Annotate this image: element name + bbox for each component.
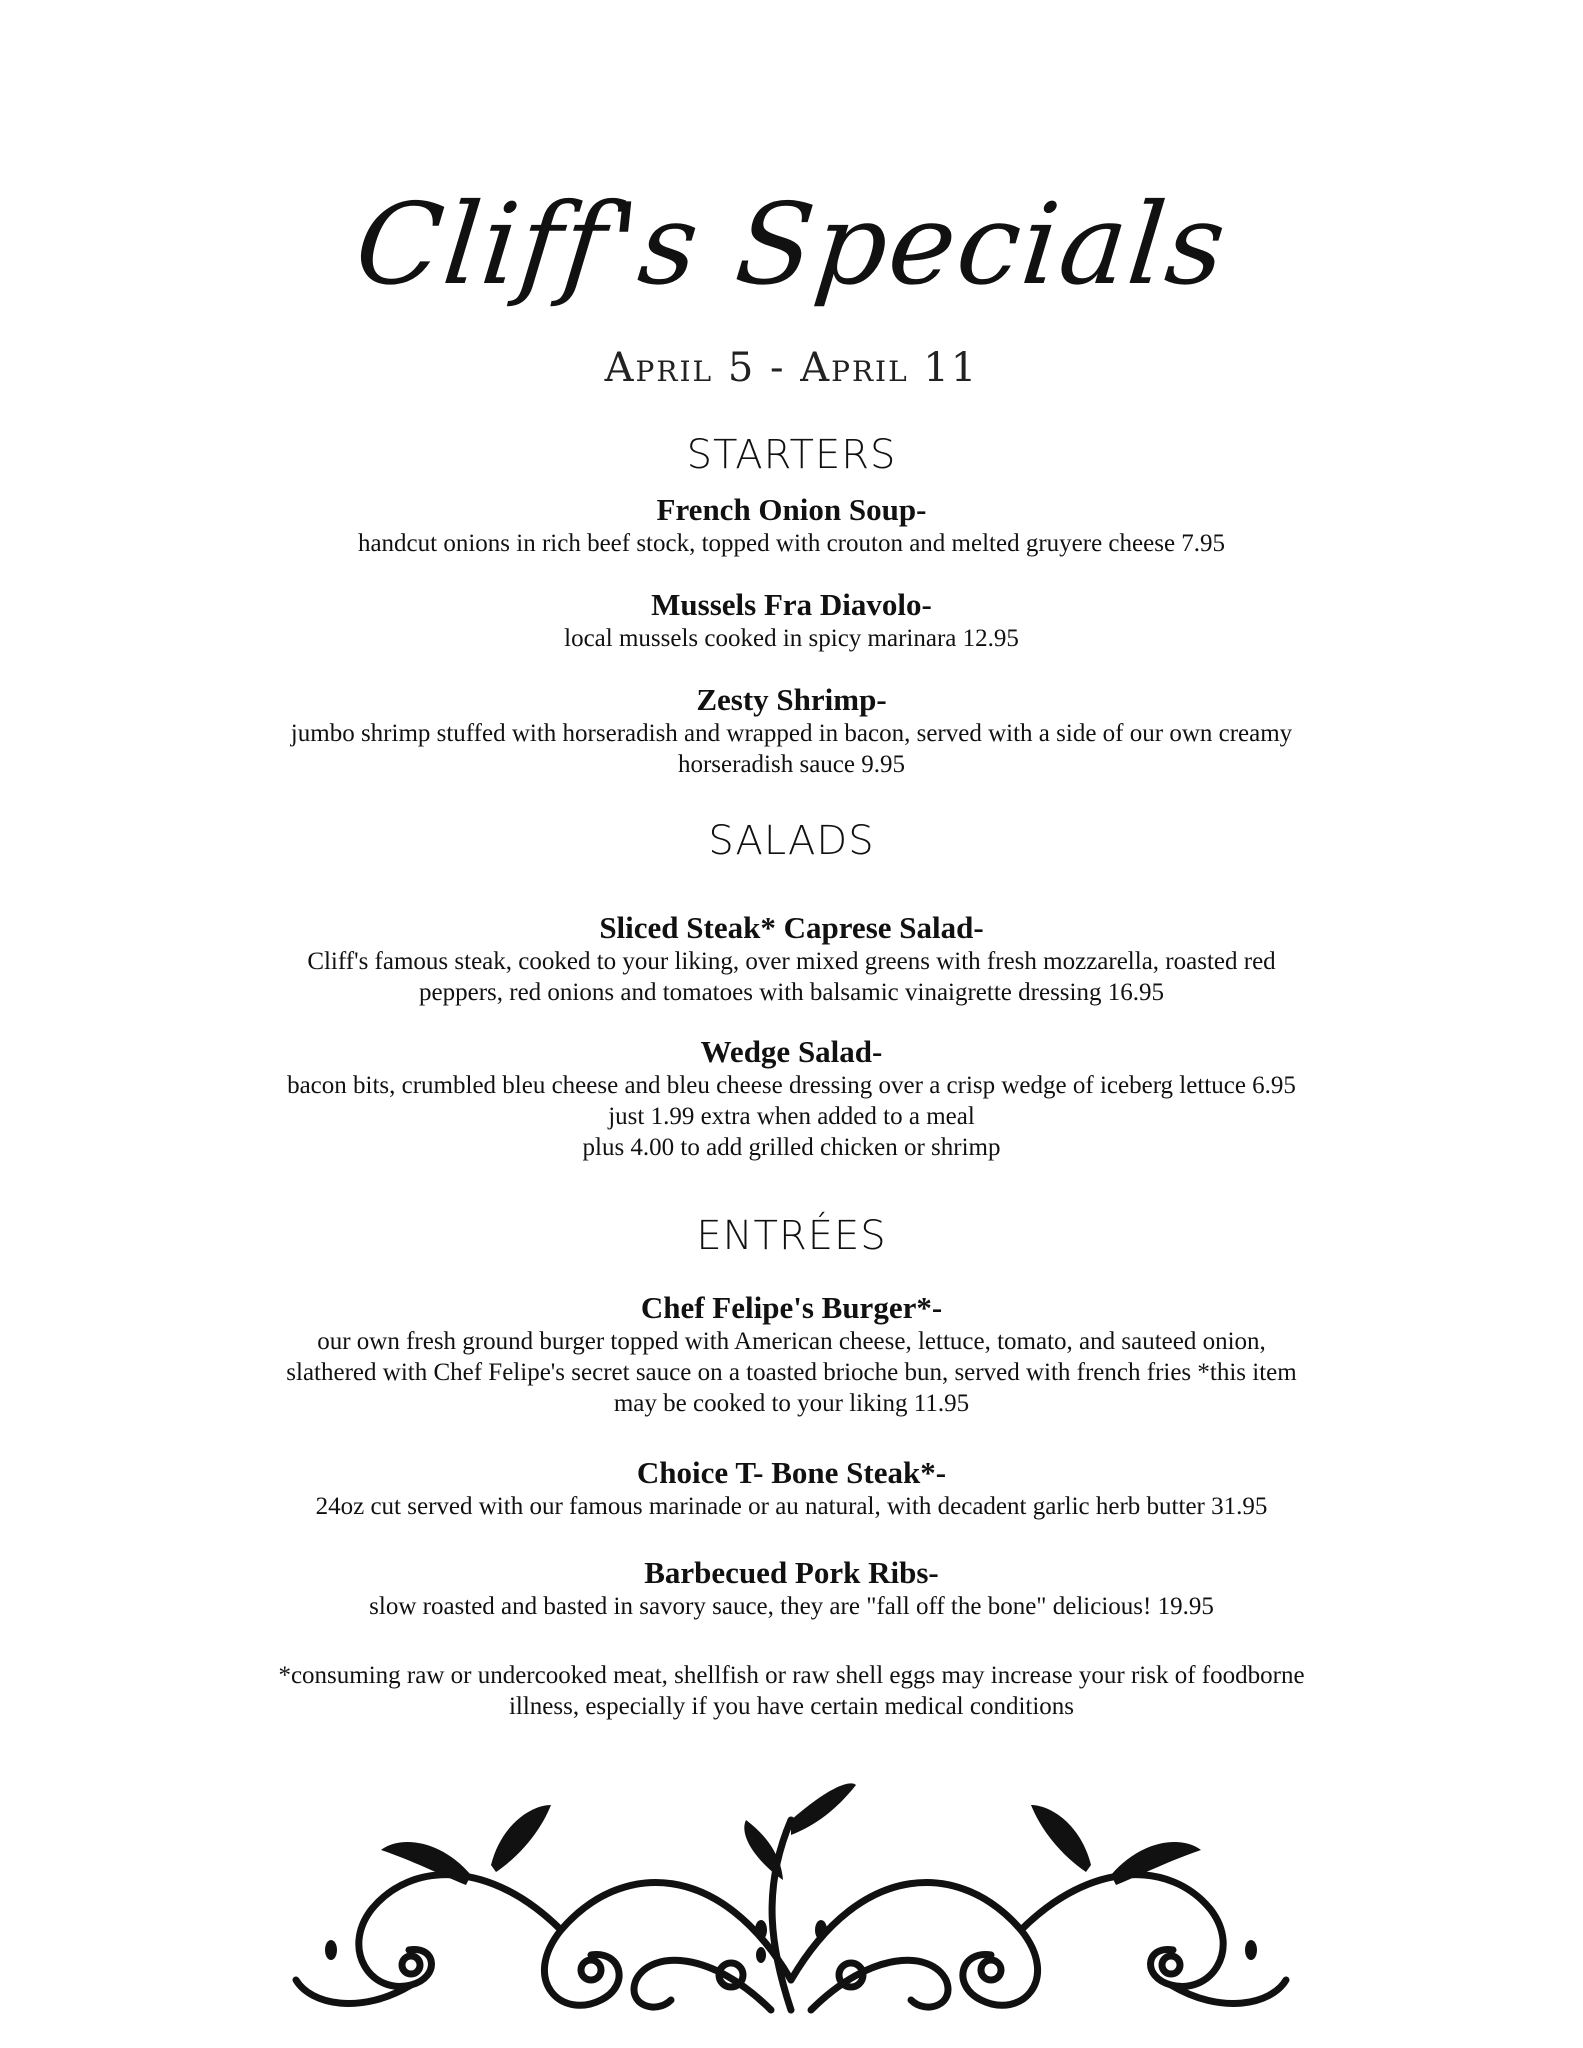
description-line: handcut onions in rich beef stock, topped with crouton and melted gruyere cheese 7.95 (357, 530, 1226, 557)
item-name: Wedge Salad- (700, 1034, 883, 1069)
menu-item (0, 682, 1583, 780)
description-line: jumbo shrimp stuffed with horseradish and wrapped in bacon, served with a side of our own creamy (290, 720, 1293, 747)
menu-item (0, 910, 1583, 1008)
menu-item (0, 1290, 1583, 1419)
item-description (0, 1326, 1583, 1419)
item-name: Choice T- Bone Steak*- (636, 1455, 947, 1490)
description-line: plus 4.00 to add grilled chicken or shrimp (582, 1134, 1001, 1161)
description-line: local mussels cooked in spicy marinara 12.95 (564, 625, 1019, 652)
item-description (0, 946, 1583, 1008)
description-line: may be cooked to your liking 11.95 (613, 1390, 970, 1417)
item-description (0, 623, 1583, 654)
menu-item (0, 1555, 1583, 1622)
item-description (0, 1591, 1583, 1622)
menu-item (0, 1034, 1583, 1163)
item-name: Mussels Fra Diavolo- (651, 587, 932, 622)
description-line: horseradish sauce 9.95 (677, 751, 905, 778)
menu-item (0, 1455, 1583, 1522)
entrees-heading: ENTRÉES (696, 1213, 887, 1259)
menu-item (0, 492, 1583, 559)
description-line: peppers, red onions and tomatoes with balsamic vinaigrette dressing 16.95 (419, 979, 1164, 1006)
starters-heading: STARTERS (686, 432, 897, 478)
item-name: Chef Felipe's Burger*- (640, 1290, 943, 1325)
description-line: 24oz cut served with our famous marinade or au natural, with decadent garlic herb butter 31.95 (315, 1493, 1268, 1520)
description-line: our own fresh ground burger topped with American cheese, lettuce, tomato, and sauteed onion, (317, 1328, 1266, 1355)
item-description (0, 1491, 1583, 1522)
disclaimer-line: *consuming raw or undercooked meat, shellfish or raw shell eggs may increase your risk of foodborne (278, 1662, 1305, 1689)
menu-item (0, 587, 1583, 654)
description-line: bacon bits, crumbled bleu cheese and bleu cheese dressing over a crisp wedge of iceberg lettuce 6.95 (287, 1072, 1296, 1099)
health-disclaimer (0, 1660, 1583, 1722)
item-name: Barbecued Pork Ribs- (644, 1555, 939, 1590)
item-description (0, 718, 1583, 780)
description-line: slathered with Chef Felipe's secret sauce on a toasted brioche bun, served with french fries *this item (286, 1359, 1297, 1386)
item-name: Zesty Shrimp- (696, 682, 887, 717)
item-description (0, 1070, 1583, 1163)
description-line: slow roasted and basted in savory sauce, they are "fall off the bone" delicious! 19.95 (369, 1593, 1214, 1620)
item-name: French Onion Soup- (656, 492, 927, 527)
item-name: Sliced Steak* Caprese Salad- (599, 910, 984, 945)
description-line: just 1.99 extra when added to a meal (608, 1103, 975, 1130)
menu-title: Cliff's Specials (349, 180, 1234, 310)
description-line: Cliff's famous steak, cooked to your liking, over mixed greens with fresh mozzarella, roasted red (307, 948, 1276, 975)
date-range: April 5 - April 11 (604, 345, 979, 391)
item-description (0, 528, 1583, 559)
salads-heading: SALADS (708, 818, 875, 864)
disclaimer-line: illness, especially if you have certain medical conditions (508, 1693, 1075, 1720)
floral-scroll-ornament (291, 1780, 1291, 2020)
